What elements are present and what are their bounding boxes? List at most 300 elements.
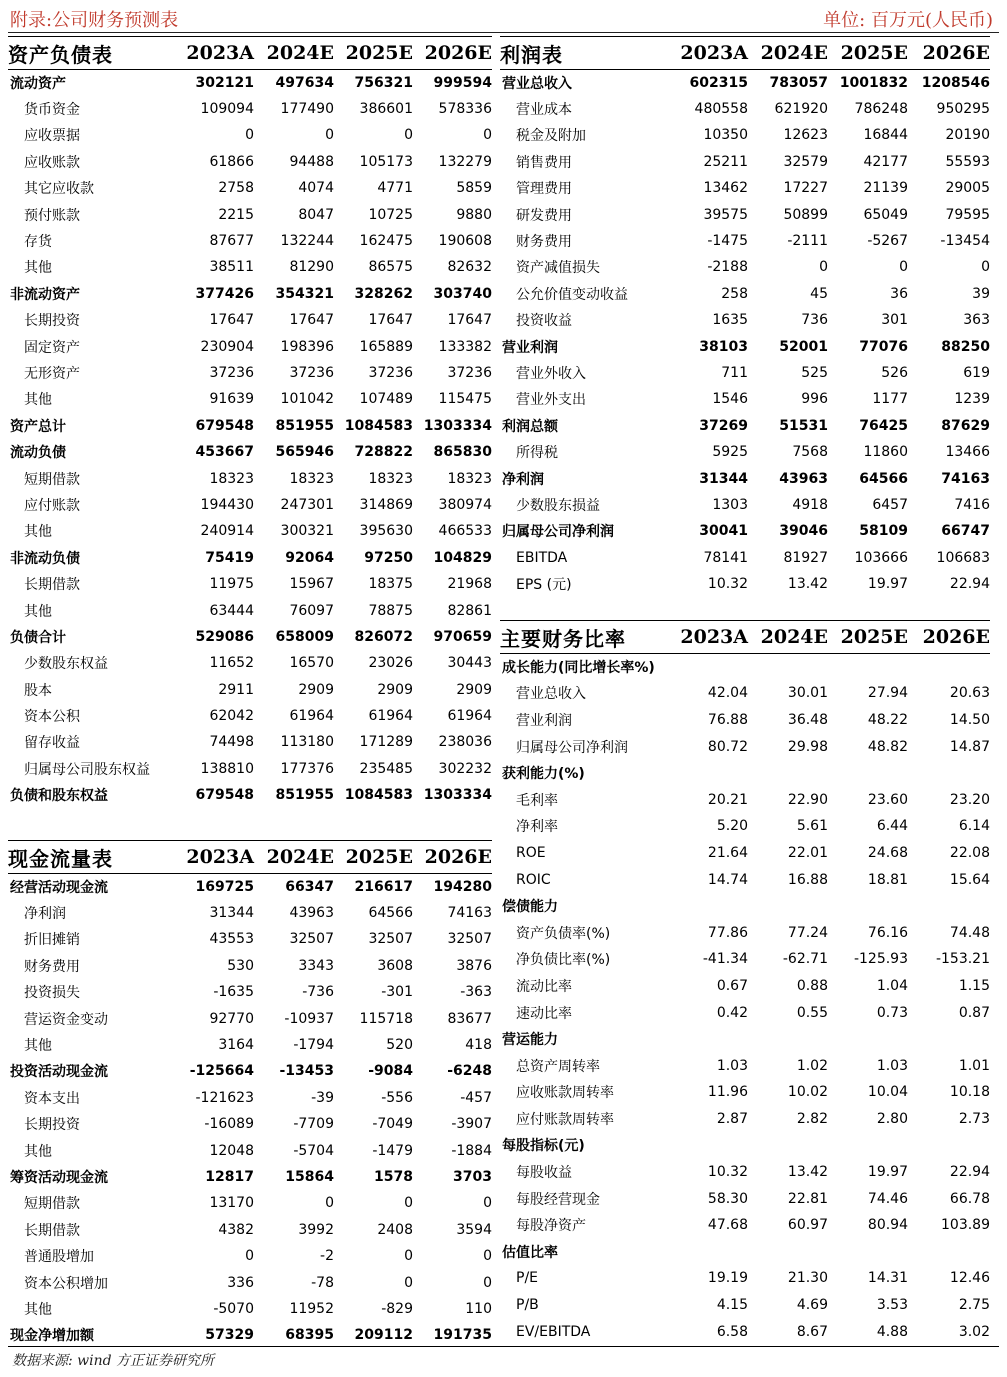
value-cell: 16844 [863,127,908,144]
value-cell: 14.50 [949,711,990,728]
value-cell: 736 [801,312,828,329]
value-cell: 177376 [280,760,334,777]
row-label: 资产减值损失 [516,260,600,277]
section-row [8,624,492,650]
value-cell: 23026 [368,655,413,672]
value-cell: 0 [404,1195,413,1212]
section-row [8,1058,492,1084]
value-cell: 81290 [289,259,334,276]
value-cell: 105173 [359,153,413,170]
value-cell: 169725 [195,878,254,895]
row-label: P/B [516,1297,539,1314]
table-row [8,1269,492,1295]
value-cell: 238036 [438,734,492,751]
value-cell: 2.80 [876,1110,908,1127]
value-cell: 18375 [368,576,413,593]
value-cell: 303740 [433,285,492,302]
balance-sheet-table [8,36,492,808]
value-cell: 22.90 [787,791,828,808]
value-cell: 21139 [863,180,908,197]
value-cell: -16089 [204,1116,254,1133]
value-cell: 17647 [447,312,492,329]
row-label: 营业成本 [516,102,572,119]
value-cell: 216617 [354,878,413,895]
table-row [8,676,492,702]
value-cell: 76097 [289,602,334,619]
table-row [500,360,990,386]
value-cell: 1578 [374,1168,413,1185]
row-label: 归属母公司股东权益 [24,761,150,778]
section-row [500,1239,990,1266]
value-cell: -1475 [707,233,748,250]
table-row [8,1296,492,1322]
value-cell: 526 [881,364,908,381]
value-cell: 20.63 [949,685,990,702]
value-cell: 386601 [359,101,413,118]
value-cell: 728822 [354,444,413,461]
value-cell: -363 [460,984,492,1001]
value-cell: 7568 [792,444,828,461]
value-cell [828,654,908,681]
value-cell: 25211 [703,153,748,170]
value-cell: 22.94 [949,576,990,593]
value-cell: 66.78 [949,1190,990,1207]
value-cell: 24.68 [867,844,908,861]
income-statement-header-row [500,37,990,70]
row-label: 长期投资 [24,1117,80,1134]
value-cell: 109094 [200,101,254,118]
value-cell: 194430 [200,496,254,513]
value-cell: 77076 [859,338,908,355]
row-label: 应付账款周转率 [516,1111,614,1128]
table-row [500,866,990,893]
value-cell: 45 [810,285,828,302]
value-cell: 10.04 [867,1084,908,1101]
value-cell: 1635 [712,312,748,329]
value-cell: 301 [881,312,908,329]
value-cell: 0.42 [716,1004,748,1021]
value-cell: 80.94 [867,1217,908,1234]
table-row [500,919,990,946]
value-cell: 529086 [195,628,254,645]
table-row [500,1079,990,1106]
value-cell: 0 [483,1248,492,1265]
value-cell: 418 [465,1037,492,1054]
row-label: 财务费用 [516,234,572,251]
table-row [500,973,990,1000]
value-cell: 1303334 [423,787,492,804]
value-cell: 77.86 [707,924,748,941]
value-cell: 2215 [218,206,254,223]
value-cell: 230904 [200,338,254,355]
value-cell: 107489 [359,391,413,408]
value-cell: 64566 [368,905,413,922]
table-row [8,1085,492,1111]
table-row [500,1318,990,1345]
value-cell: 43963 [289,905,334,922]
value-cell: 19.19 [707,1270,748,1287]
value-cell: 13.42 [787,576,828,593]
value-cell [908,893,990,920]
table-row [500,733,990,760]
value-cell: 258 [721,285,748,302]
row-label: 营业总收入 [516,686,586,703]
row-label: 负债合计 [10,629,66,646]
value-cell: 996 [801,391,828,408]
value-cell: 22.81 [787,1190,828,1207]
value-cell: 2758 [218,180,254,197]
value-cell: -121623 [195,1089,254,1106]
value-cell: 62042 [209,708,254,725]
value-cell: 110 [465,1300,492,1317]
value-cell: 17647 [368,312,413,329]
header-divider [8,32,999,33]
row-label: P/E [516,1270,539,1287]
section-row [500,333,990,359]
value-cell: 3594 [456,1221,492,1238]
value-cell: 92064 [285,549,334,566]
value-cell: 14.31 [867,1270,908,1287]
value-cell: 0.73 [876,1004,908,1021]
row-label: 每股净资产 [516,1218,586,1235]
table-row [8,703,492,729]
table-row [8,201,492,227]
value-cell: -7709 [293,1116,334,1133]
table-row [8,175,492,201]
value-cell [748,1132,828,1159]
value-cell [828,1026,908,1053]
value-cell: 0 [404,127,413,144]
value-cell: -7049 [372,1116,413,1133]
cash-flow-table [8,840,492,1349]
value-cell: 43553 [209,931,254,948]
year-header: 2025E [840,626,908,648]
value-cell: 32579 [783,153,828,170]
row-label: 其他 [24,1143,52,1160]
value-cell: 1239 [954,391,990,408]
value-cell: 22.94 [949,1164,990,1181]
value-cell: 31344 [209,905,254,922]
value-cell: 48.22 [867,711,908,728]
table-row [8,1137,492,1163]
value-cell: 1303334 [423,417,492,434]
table-row [8,122,492,148]
value-cell: 380974 [438,496,492,513]
row-label: 少数股东权益 [24,656,108,673]
value-cell: 1084583 [344,787,413,804]
value-cell: -1794 [293,1037,334,1054]
value-cell: 30041 [699,523,748,540]
row-label: 短期借款 [24,471,80,488]
section-row [500,1026,990,1053]
section-row [8,413,492,439]
value-cell: 5.20 [716,818,748,835]
value-cell: 83677 [447,1010,492,1027]
value-cell: 11975 [209,576,254,593]
section-row [8,439,492,465]
value-cell: -556 [381,1089,413,1106]
value-cell: 19.97 [867,1164,908,1181]
table-row [8,518,492,544]
value-cell: 621920 [774,101,828,118]
value-cell: 619 [963,364,990,381]
value-cell: 64566 [859,470,908,487]
value-cell: -13454 [940,233,990,250]
value-cell: 74.48 [949,924,990,941]
value-cell [748,654,828,681]
value-cell: 29005 [945,180,990,197]
value-cell: 162475 [359,233,413,250]
table-row [8,492,492,518]
table-row [8,307,492,333]
row-label: 营业外收入 [516,365,586,382]
value-cell: -9084 [368,1063,413,1080]
value-cell: 1303 [712,496,748,513]
year-header: 2026E [424,42,492,64]
value-cell: 21968 [447,576,492,593]
row-label: 短期借款 [24,1196,80,1213]
value-cell: 14.87 [949,738,990,755]
value-cell: 395630 [359,523,413,540]
value-cell [748,1026,828,1053]
value-cell: 0 [819,259,828,276]
value-cell: 5859 [456,180,492,197]
value-cell: 18323 [289,470,334,487]
row-label: 固定资产 [24,339,80,356]
year-header: 2023A [680,42,748,64]
value-cell: 32507 [289,931,334,948]
value-cell: 11.96 [707,1084,748,1101]
value-cell: 2909 [377,681,413,698]
value-cell: 37269 [699,417,748,434]
row-label: 每股经营现金 [516,1191,600,1208]
value-cell: 76.88 [707,711,748,728]
value-cell: -2111 [787,233,828,250]
value-cell: 0 [483,1274,492,1291]
row-label: ROE [516,844,546,861]
year-header: 2023A [186,42,254,64]
value-cell: 104829 [433,549,492,566]
value-cell: -78 [311,1274,334,1291]
value-cell: 1546 [712,391,748,408]
value-cell: 6457 [872,496,908,513]
value-cell: 240914 [200,523,254,540]
value-cell: 4918 [792,496,828,513]
value-cell: 65049 [863,206,908,223]
value-cell: 711 [721,364,748,381]
table-row [500,175,990,201]
value-cell: 4.88 [876,1323,908,1340]
row-label: 筹资活动现金流 [10,1169,108,1186]
value-cell: 354321 [275,285,334,302]
value-cell: -153.21 [935,951,990,968]
table-row [500,999,990,1026]
value-cell [748,1239,828,1266]
value-cell: 602315 [689,74,748,91]
value-cell: -457 [460,1089,492,1106]
value-cell: 31344 [699,470,748,487]
row-label: 管理费用 [516,181,572,198]
table-row [500,1265,990,1292]
value-cell [908,654,990,681]
table-row [8,1005,492,1031]
value-cell: -125.93 [853,951,908,968]
value-cell: 61964 [289,708,334,725]
value-cell: 10350 [703,127,748,144]
value-cell: -829 [381,1300,413,1317]
row-label: 非流动资产 [10,286,80,303]
value-cell: 132244 [280,233,334,250]
row-label: 财务费用 [24,958,80,975]
value-cell: 3703 [453,1168,492,1185]
row-label: 无形资产 [24,365,80,382]
row-label: 投资收益 [516,313,572,330]
row-label: 每股指标(元) [502,1138,585,1155]
value-cell: 38511 [209,259,254,276]
value-cell: 4.69 [796,1297,828,1314]
table-row [500,386,990,412]
value-cell [672,1132,748,1159]
value-cell: 21.30 [787,1270,828,1287]
value-cell: 30443 [447,655,492,672]
value-cell: 94488 [289,153,334,170]
row-label: 营业外支出 [516,392,586,409]
table-row [8,571,492,597]
table-row [500,840,990,867]
year-header: 2024E [760,626,828,648]
value-cell: 4.15 [716,1297,748,1314]
value-cell: 999594 [433,74,492,91]
value-cell: 47.68 [707,1217,748,1234]
table-row [500,1159,990,1186]
value-cell: -3907 [451,1116,492,1133]
value-cell: 12.46 [949,1270,990,1287]
value-cell: 1.02 [796,1057,828,1074]
row-label: 其它应收款 [24,181,94,198]
table-row [8,650,492,676]
value-cell: 15967 [289,576,334,593]
value-cell: 52001 [779,338,828,355]
row-label: 流动比率 [516,978,572,995]
table-row [8,597,492,623]
value-cell [672,654,748,681]
row-label: 长期投资 [24,313,80,330]
value-cell: 2.73 [958,1110,990,1127]
row-label: 投资损失 [24,985,80,1002]
value-cell: -6248 [447,1063,492,1080]
value-cell [828,1239,908,1266]
section-row [8,545,492,571]
cash-flow-header-row [8,841,492,874]
row-label: 普通股增加 [24,1249,94,1266]
value-cell: 851955 [275,417,334,434]
row-label: 应付账款 [24,497,80,514]
value-cell: 18323 [209,470,254,487]
value-cell: 13170 [209,1195,254,1212]
value-cell: 2909 [298,681,334,698]
value-cell: -62.71 [782,951,828,968]
year-header: 2023A [680,626,748,648]
value-cell: 302121 [195,74,254,91]
value-cell: 2911 [218,681,254,698]
row-label: 资产总计 [10,418,66,435]
value-cell: -301 [381,984,413,1001]
value-cell: 190608 [438,233,492,250]
value-cell: 865830 [433,444,492,461]
value-cell: 77.24 [787,924,828,941]
income-statement-title: 利润表 [500,42,563,67]
value-cell: 235485 [359,760,413,777]
value-cell: 0 [325,1195,334,1212]
value-cell: 8.67 [796,1323,828,1340]
row-label: 投资活动现金流 [10,1064,108,1081]
value-cell: 5.61 [796,818,828,835]
row-label: EBITDA [516,549,568,566]
value-cell: 103.89 [941,1217,990,1234]
value-cell: 51531 [779,417,828,434]
value-cell: 17647 [209,312,254,329]
value-cell: 133382 [438,338,492,355]
row-label: 应收账款周转率 [516,1085,614,1102]
value-cell: 97250 [364,549,413,566]
table-row [500,439,990,465]
row-label: 资产负债率(%) [516,925,611,942]
value-cell: 75419 [205,549,254,566]
value-cell: 16570 [289,655,334,672]
financial-ratios-header-row [500,621,990,654]
row-label: 公允价值变动收益 [516,286,628,303]
value-cell: 38103 [699,338,748,355]
value-cell: 2.82 [796,1110,828,1127]
table-row [8,1217,492,1243]
value-cell: 2408 [377,1221,413,1238]
value-cell: 0.55 [796,1004,828,1021]
value-cell: 82861 [447,602,492,619]
value-cell: 23.20 [949,791,990,808]
value-cell: 101042 [280,391,334,408]
value-cell: 32507 [368,931,413,948]
row-label: 偿债能力 [502,899,558,916]
value-cell: 92770 [209,1010,254,1027]
value-cell: 82632 [447,259,492,276]
table-row [8,254,492,280]
value-cell: 13.42 [787,1164,828,1181]
value-cell: 970659 [433,628,492,645]
section-row [500,413,990,439]
row-label: 资本公积 [24,709,80,726]
value-cell: 15864 [285,1168,334,1185]
table-row [8,1032,492,1058]
value-cell: 30.01 [787,685,828,702]
value-cell: 11860 [863,444,908,461]
value-cell: -41.34 [702,951,748,968]
value-cell: 826072 [354,628,413,645]
value-cell: 4771 [377,180,413,197]
value-cell: 578336 [438,101,492,118]
table-row [8,386,492,412]
value-cell: 13466 [945,444,990,461]
year-header: 2026E [922,42,990,64]
value-cell: 3343 [298,957,334,974]
value-cell: 0 [899,259,908,276]
value-cell: 32507 [447,931,492,948]
value-cell: 363 [963,312,990,329]
value-cell: 177490 [280,101,334,118]
row-label: 非流动负债 [10,550,80,567]
value-cell: 171289 [359,734,413,751]
value-cell: 520 [386,1037,413,1054]
row-label: 净负债比率(%) [516,952,611,969]
